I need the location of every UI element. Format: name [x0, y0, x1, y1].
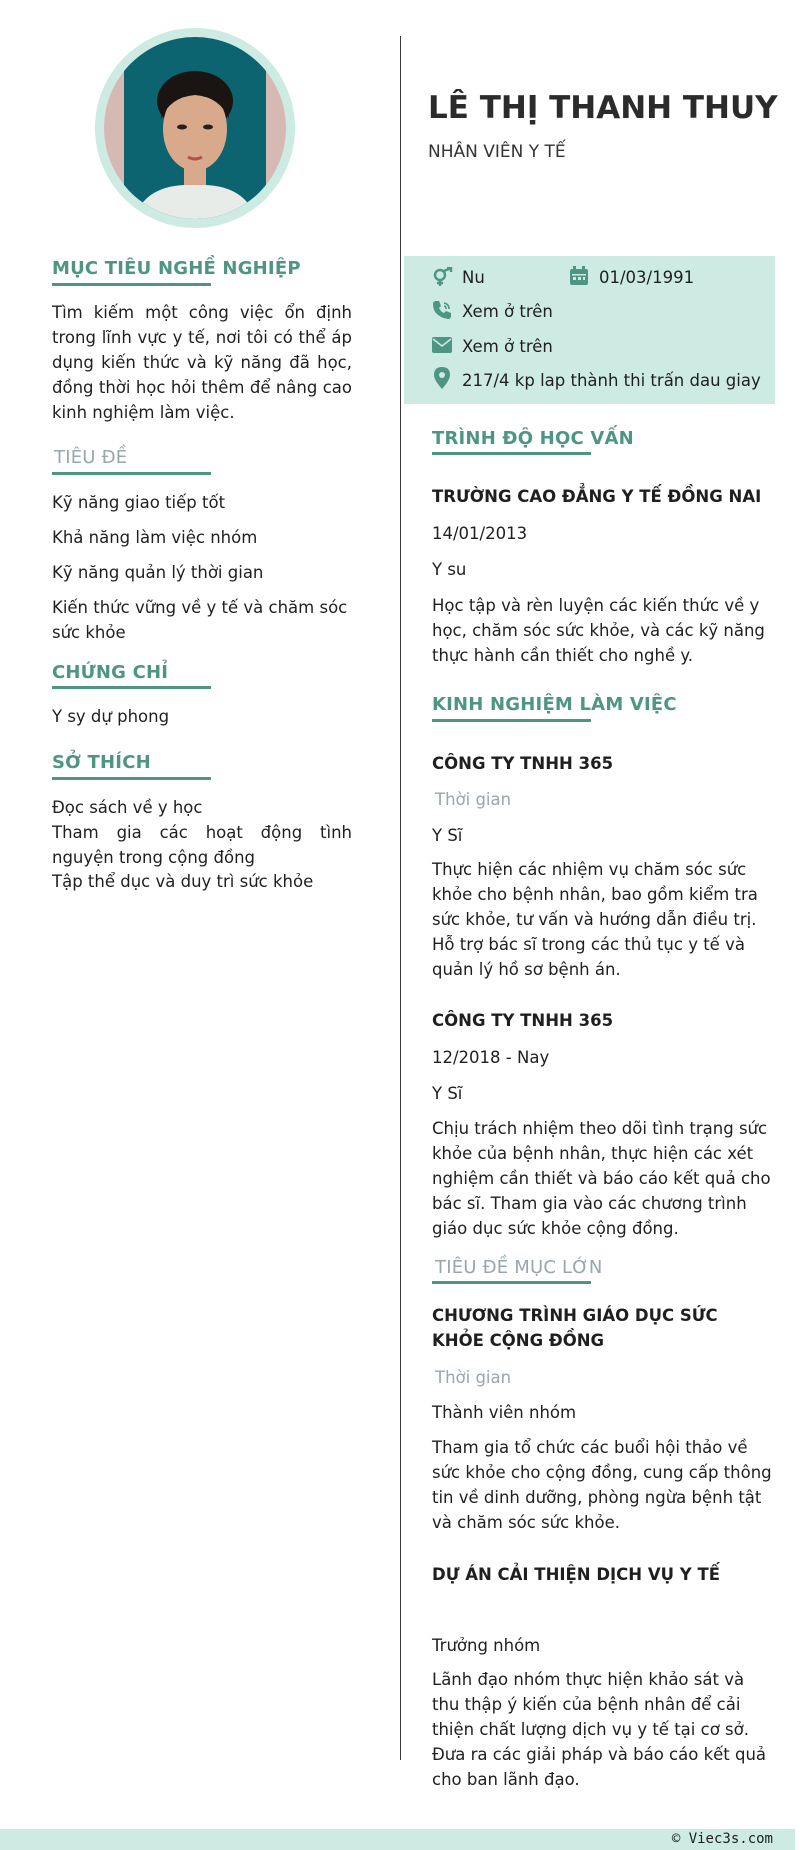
phone-icon	[432, 300, 452, 324]
education-title: TRÌNH ĐỘ HỌC VẤN	[432, 428, 634, 449]
hobby-item: Tham gia các hoạt động tình nguyện trong cộng đồng	[52, 823, 352, 867]
hobbies-title: SỞ THÍCH	[52, 752, 151, 773]
column-divider	[400, 36, 401, 1760]
objective-title: MỤC TIÊU NGHỀ NGHIỆP	[52, 258, 301, 279]
email-icon	[432, 337, 452, 357]
job-time: 12/2018 - Nay	[432, 1048, 550, 1067]
gender-value: Nu	[462, 268, 485, 287]
phone-value: Xem ở trên	[462, 302, 553, 321]
job-time: Thời gian	[435, 790, 512, 809]
hobby-item: Đọc sách về y học	[52, 798, 203, 817]
project-role: Trưởng nhóm	[432, 1636, 541, 1655]
avatar	[95, 28, 295, 228]
project-description: Tham gia tổ chức các buổi hội thảo về sức khỏe cho cộng đồng, cung cấp thông tin về dinh dưỡng, phòng ngừa bệnh tật và chăm sóc sức khỏe.	[432, 1438, 772, 1532]
skill-item: Kỹ năng quản lý thời gian	[52, 563, 264, 582]
calendar-icon	[569, 266, 589, 290]
education-date: 14/01/2013	[432, 524, 528, 543]
school-name: TRƯỜNG CAO ĐẲNG Y TẾ ĐỒNG NAI	[432, 487, 762, 506]
projects-underline	[432, 1281, 591, 1284]
skills-title: TIÊU ĐỀ	[54, 447, 128, 468]
project-role: Thành viên nhóm	[432, 1403, 577, 1422]
project-description: Lãnh đạo nhóm thực hiện khảo sát và thu thập ý kiến của bệnh nhân để cải thiện chất lượng dịch vụ y tế tại cơ sở. Đưa ra các giải pháp và báo cáo kết quả cho ban lãnh đạo.	[432, 1670, 767, 1789]
company-name: CÔNG TY TNHH 365	[432, 1011, 614, 1030]
hobbies-underline	[52, 777, 211, 780]
watermark-text: © Viec3s.com	[671, 1831, 773, 1847]
job-description: Chịu trách nhiệm theo dõi tình trạng sức khỏe của bệnh nhân, thực hiện các xét nghiệm cần thiết và báo cáo kết quả cho bác sĩ. Tham gia vào các chương trình giáo dục sức khỏe cộng đồng.	[432, 1119, 771, 1238]
job-title: NHÂN VIÊN Y TẾ	[428, 142, 566, 162]
experience-underline	[432, 719, 591, 722]
skill-item: Kiến thức vững về y tế và chăm sóc sức khỏe	[52, 598, 348, 642]
education-description: Học tập và rèn luyện các kiến thức về y học, chăm sóc sức khỏe, và các kỹ năng thực hành cần thiết cho nghề y.	[432, 596, 765, 665]
project-name: DỰ ÁN CẢI THIỆN DỊCH VỤ Y TẾ	[432, 1565, 720, 1584]
address-value: 217/4 kp lap thành thi trấn dau giay	[462, 371, 761, 390]
education-underline	[432, 452, 591, 455]
birthdate-value: 01/03/1991	[599, 268, 695, 287]
job-position: Y Sĩ	[432, 1084, 463, 1103]
experience-title: KINH NGHIỆM LÀM VIỆC	[432, 694, 677, 715]
skill-item: Khả năng làm việc nhóm	[52, 528, 258, 547]
certificate-item: Y sy dự phong	[52, 707, 170, 726]
location-icon	[434, 367, 450, 393]
gender-icon	[432, 267, 454, 291]
job-position: Y Sĩ	[432, 826, 463, 845]
skill-item: Kỹ năng giao tiếp tốt	[52, 493, 226, 512]
project-name: CHƯƠNG TRÌNH GIÁO DỤC SỨC KHỎE CỘNG ĐỒNG	[432, 1306, 718, 1350]
company-name: CÔNG TY TNHH 365	[432, 754, 614, 773]
candidate-name: LÊ THỊ THANH THUY	[428, 90, 778, 126]
certificates-title: CHỨNG CHỈ	[52, 662, 169, 683]
hobby-item: Tập thể dục và duy trì sức khỏe	[52, 872, 314, 891]
projects-title: TIÊU ĐỀ MỤC LỚN	[435, 1257, 603, 1278]
objective-text: Tìm kiếm một công việc ổn định trong lĩnh vực y tế, nơi tôi có thể áp dụng kiến thức và kỹ năng đã học, đồng thời học hỏi thêm để nâng cao kinh nghiệm làm việc.	[52, 303, 352, 422]
education-major: Y su	[432, 560, 467, 579]
job-description: Thực hiện các nhiệm vụ chăm sóc sức khỏe cho bệnh nhân, bao gồm kiểm tra sức khỏe, tư vấn và hướng dẫn điều trị. Hỗ trợ bác sĩ trong các thủ tục y tế và quản lý hồ sơ bệnh án.	[432, 860, 758, 979]
skills-underline	[52, 472, 211, 475]
footer-bar	[0, 1829, 795, 1850]
certificates-underline	[52, 686, 211, 689]
profile-photo	[104, 37, 286, 219]
objective-underline	[52, 283, 211, 286]
email-value: Xem ở trên	[462, 337, 553, 356]
project-time: Thời gian	[435, 1368, 512, 1387]
